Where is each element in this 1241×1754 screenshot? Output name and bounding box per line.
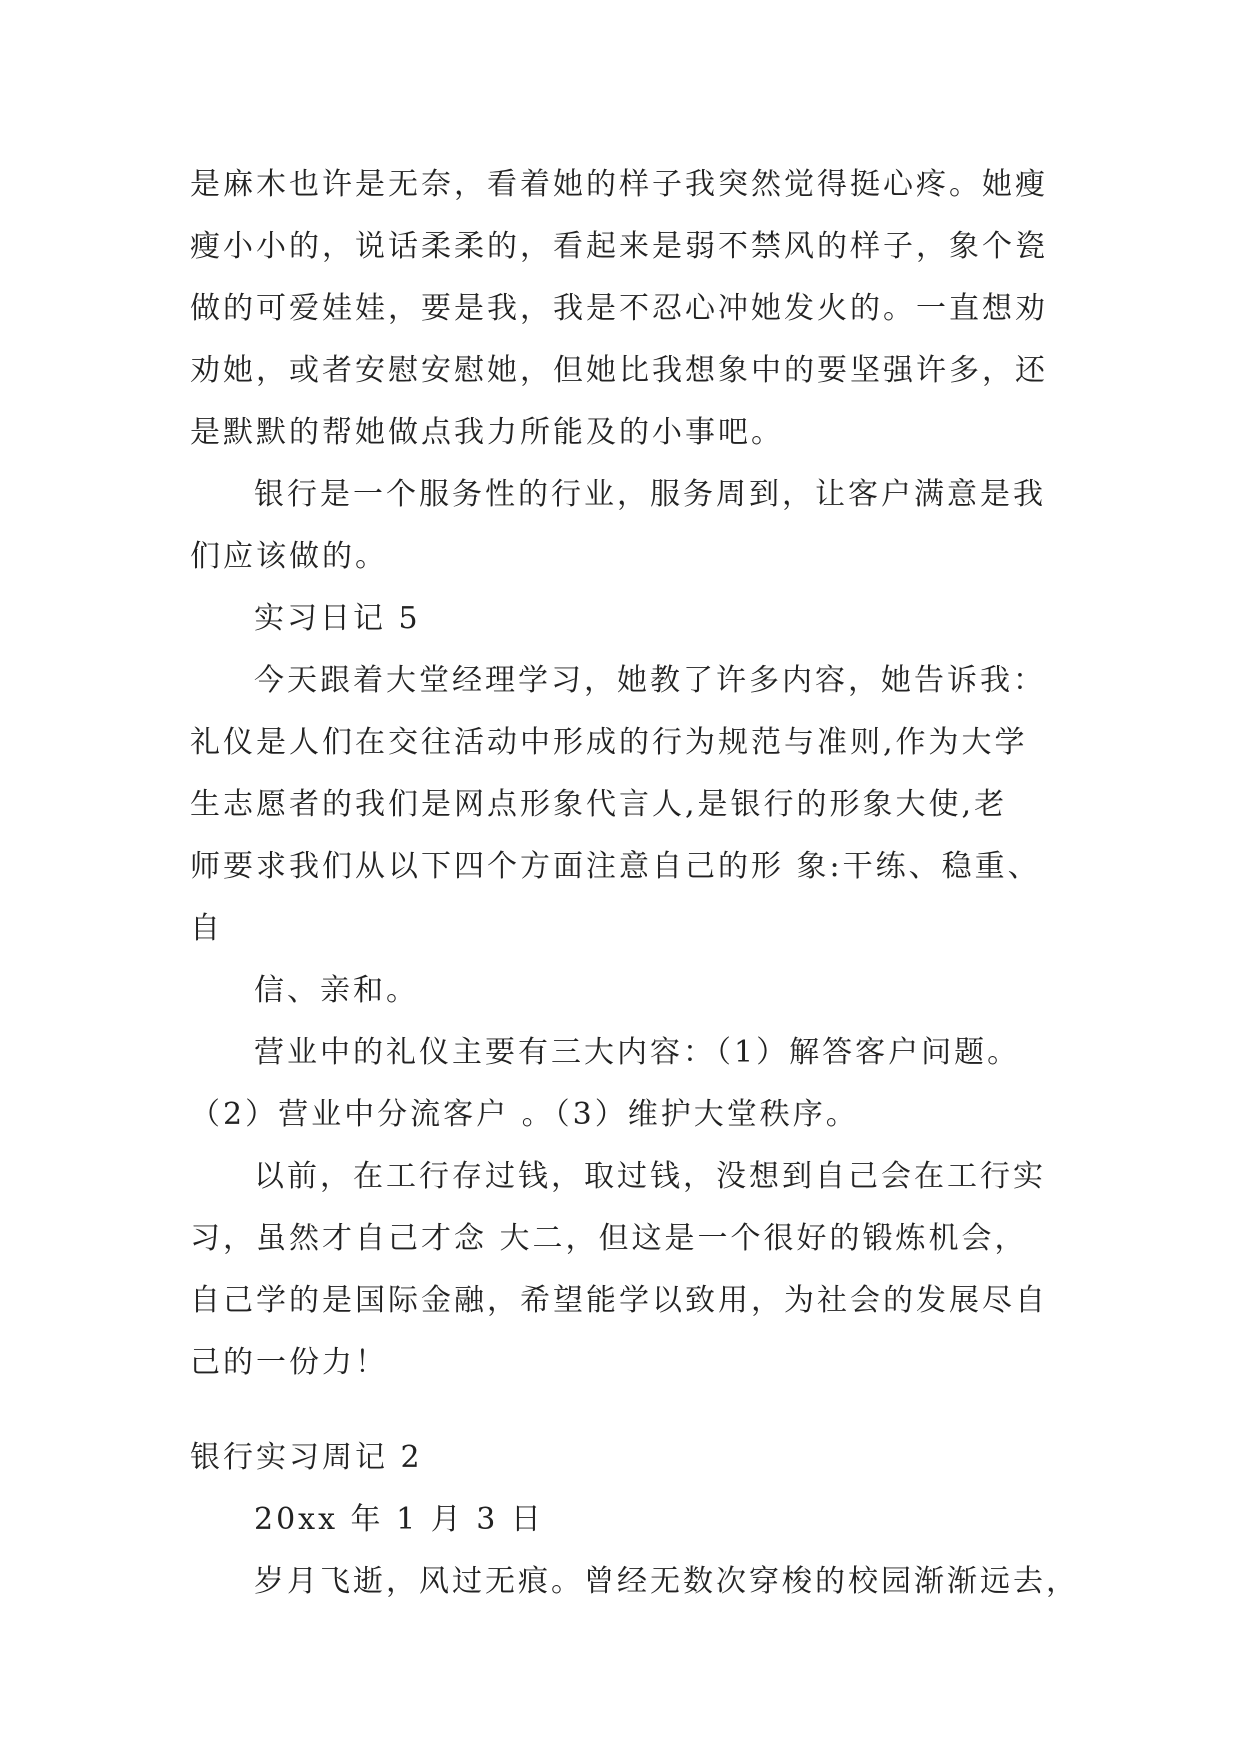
paragraph-line: 习，虽然才自己才念 大二，但这是一个很好的锻炼机会， xyxy=(190,1221,1028,1256)
paragraph-line: 银行是一个服务性的行业，服务周到，让客户满意是我 xyxy=(254,477,1046,512)
section-heading: 银行实习周记 2 xyxy=(190,1440,423,1475)
paragraph-line: 是默默的帮她做点我力所能及的小事吧。 xyxy=(190,415,784,450)
paragraph-line: 生志愿者的我们是网点形象代言人,是银行的形象大使,老 xyxy=(190,787,1008,822)
paragraph-line: 劝她，或者安慰安慰她，但她比我想象中的要坚强许多，还 xyxy=(190,353,1048,388)
paragraph-line: （2）营业中分流客户 。（3）维护大堂秩序。 xyxy=(190,1097,859,1132)
paragraph-line: 师要求我们从以下四个方面注意自己的形 象:干练、稳重、 xyxy=(190,849,1041,884)
paragraph-line: 瘦小小的，说话柔柔的，看起来是弱不禁风的样子，象个瓷 xyxy=(190,229,1048,264)
date-line: 20xx 年 1 月 3 日 xyxy=(254,1502,544,1537)
paragraph-line: 是麻木也许是无奈，看着她的样子我突然觉得挺心疼。她瘦 xyxy=(190,167,1048,202)
diary-heading: 实习日记 5 xyxy=(254,601,421,636)
paragraph-line: 岁月飞逝，风过无痕。曾经无数次穿梭的校园渐渐远去， xyxy=(254,1564,1079,1599)
paragraph-line: 礼仪是人们在交往活动中形成的行为规范与准则,作为大学 xyxy=(190,725,1028,760)
paragraph-line: 以前，在工行存过钱，取过钱，没想到自己会在工行实 xyxy=(254,1159,1046,1194)
paragraph-line: 信、亲和。 xyxy=(254,973,419,1008)
paragraph-line: 今天跟着大堂经理学习，她教了许多内容，她告诉我： xyxy=(254,663,1046,698)
paragraph-line: 己的一份力！ xyxy=(190,1345,388,1380)
paragraph-line: 做的可爱娃娃，要是我，我是不忍心冲她发火的。一直想劝 xyxy=(190,291,1048,326)
paragraph-line: 营业中的礼仪主要有三大内容：（1）解答客户问题。 xyxy=(254,1035,1021,1070)
paragraph-line: 自 xyxy=(190,911,223,946)
paragraph-line: 们应该做的。 xyxy=(190,539,388,574)
paragraph-line: 自己学的是国际金融，希望能学以致用，为社会的发展尽自 xyxy=(190,1283,1048,1318)
